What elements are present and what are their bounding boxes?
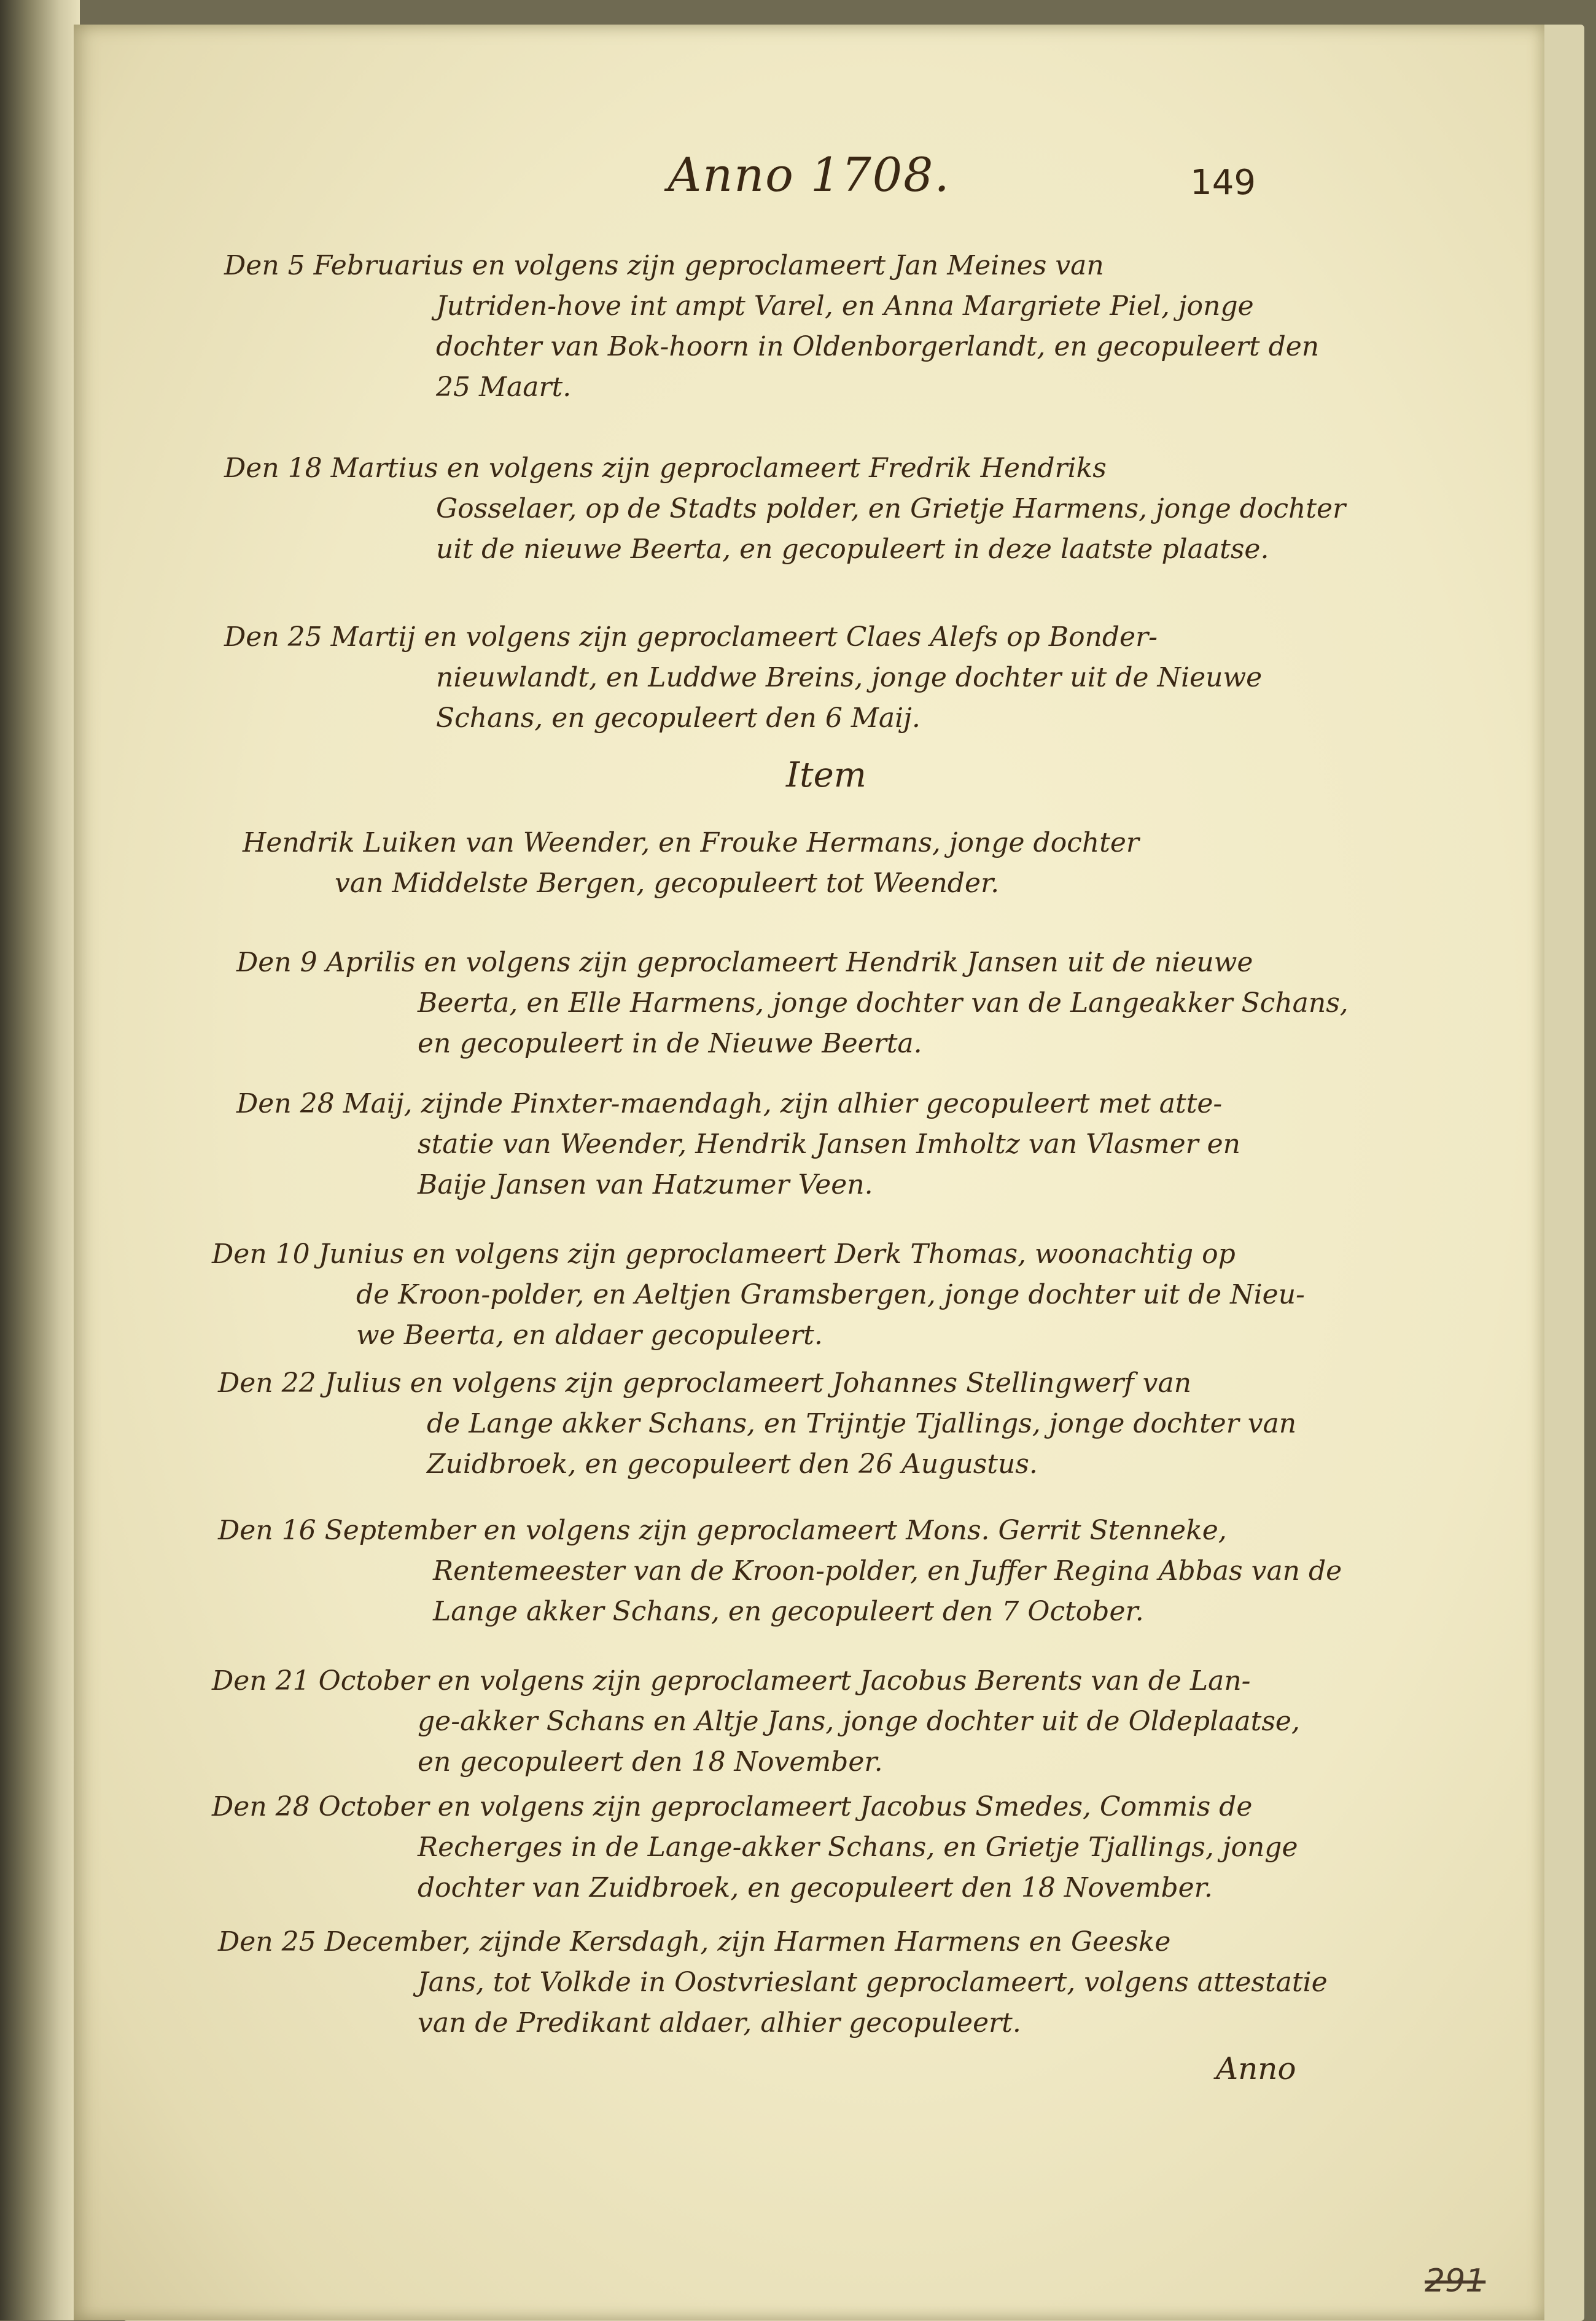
register-entry — [212, 1787, 1298, 1908]
entry-line: Jans, tot Volkde in Oostvrieslant geproclameert, volgens attestatie — [418, 1967, 1328, 1998]
entry-line: Den 9 Aprilis en volgens zijn geproclameert Hendrik Jansen uit de nieuwe — [236, 947, 1253, 978]
entry-line: Jutriden-hove int ampt Varel, en Anna Margriete Piel, jonge — [436, 290, 1254, 322]
register-entry — [224, 448, 1345, 570]
register-entry — [224, 246, 1319, 408]
entry-line: van de Predikant aldaer, alhier gecopuleert. — [418, 2007, 1021, 2039]
entry-line: Recherges in de Lange-akker Schans, en Grietje Tjallings, jonge — [418, 1832, 1298, 1863]
register-entry — [236, 943, 1349, 1064]
entry-line: Den 28 October en volgens zijn geproclameert Jacobus Smedes, Commis de — [212, 1791, 1253, 1822]
entry-line: Den 25 December, zijnde Kersdagh, zijn Harmen Harmens en Geeske — [218, 1926, 1171, 1957]
entry-line: statie van Weender, Hendrik Jansen Imholtz van Vlasmer en — [418, 1129, 1241, 1160]
entry-line: we Beerta, en aldaer gecopuleert. — [356, 1320, 823, 1351]
register-entry — [218, 1510, 1342, 1632]
register-entry — [212, 1234, 1305, 1356]
entry-line: en gecopuleert in de Nieuwe Beerta. — [418, 1028, 922, 1059]
entry-line: dochter van Zuidbroek, en gecopuleert den 18 November. — [418, 1872, 1213, 1903]
register-entry — [218, 1363, 1296, 1485]
entry-line: de Kroon-polder, en Aeltjen Gramsbergen, jonge dochter uit de Nieu- — [356, 1279, 1305, 1310]
page-number: 149 — [1190, 163, 1256, 203]
catchword: Anno — [1216, 2051, 1296, 2086]
entry-line: ge-akker Schans en Altje Jans, jonge dochter uit de Oldeplaatse, — [418, 1706, 1300, 1737]
entry-line: en gecopuleert den 18 November. — [418, 1746, 883, 1778]
entry-line: nieuwlandt, en Luddwe Breins, jonge dochter uit de Nieuwe — [436, 662, 1263, 693]
book-binding — [0, 0, 80, 2320]
entry-line: Den 25 Martij en volgens zijn geproclameert Claes Alefs op Bonder- — [224, 621, 1158, 653]
entry-line: Hendrik Luiken van Weender, en Frouke Hermans, jonge dochter — [243, 827, 1139, 858]
entry-line: Rentemeester van de Kroon-polder, en Juffer Regina Abbas van de — [433, 1555, 1342, 1587]
register-entry — [224, 617, 1262, 739]
register-entry — [236, 1084, 1240, 1205]
entry-line: Schans, en gecopuleert den 6 Maij. — [436, 702, 921, 734]
entry-line: Zuidbroek, en gecopuleert den 26 Augustus. — [427, 1448, 1038, 1480]
register-entry — [212, 1661, 1300, 1783]
entry-line: Den 5 Februarius en volgens zijn geproclameert Jan Meines van — [224, 250, 1104, 281]
entry-line: Lange akker Schans, en gecopuleert den 7 October. — [433, 1596, 1144, 1627]
entry-line: Den 22 Julius en volgens zijn geproclameert Johannes Stellingwerf van — [218, 1367, 1192, 1399]
entry-line: Den 18 Martius en volgens zijn geproclameert Fredrik Hendriks — [224, 453, 1107, 484]
entry-line: Den 16 September en volgens zijn geproclameert Mons. Gerrit Stenneke, — [218, 1515, 1227, 1546]
page-heading: Anno 1708. — [668, 147, 951, 202]
register-entry — [218, 1922, 1328, 2043]
entry-line: Den 28 Maij, zijnde Pinxter-maendagh, zijn alhier gecopuleert met atte- — [236, 1088, 1223, 1119]
entry-line: van Middelste Bergen, gecopuleert tot Weender. — [335, 868, 1000, 899]
entry-line: Den 10 Junius en volgens zijn geproclameert Derk Thomas, woonachtig op — [212, 1238, 1236, 1270]
manuscript-page — [74, 25, 1544, 2320]
entry-line: Beerta, en Elle Harmens, jonge dochter van de Langeakker Schans, — [418, 987, 1349, 1019]
folio-mark: 291 — [1425, 2263, 1486, 2300]
item-heading: Item — [786, 755, 866, 795]
entry-line: Gosselaer, op de Stadts polder, en Grietje Harmens, jonge dochter — [436, 493, 1346, 524]
entry-line: de Lange akker Schans, en Trijntje Tjallings, jonge dochter van — [427, 1408, 1297, 1439]
entry-line: 25 Maart. — [436, 371, 572, 403]
entry-line: uit de nieuwe Beerta, en gecopuleert in deze laatste plaatse. — [436, 534, 1269, 565]
entry-line: dochter van Bok-hoorn in Oldenborgerlandt, en gecopuleert den — [436, 331, 1320, 362]
entry-line: Den 21 October en volgens zijn geproclameert Jacobus Berents van de Lan- — [212, 1665, 1251, 1697]
entry-line: Baije Jansen van Hatzumer Veen. — [418, 1169, 873, 1200]
register-entry — [243, 823, 1139, 904]
